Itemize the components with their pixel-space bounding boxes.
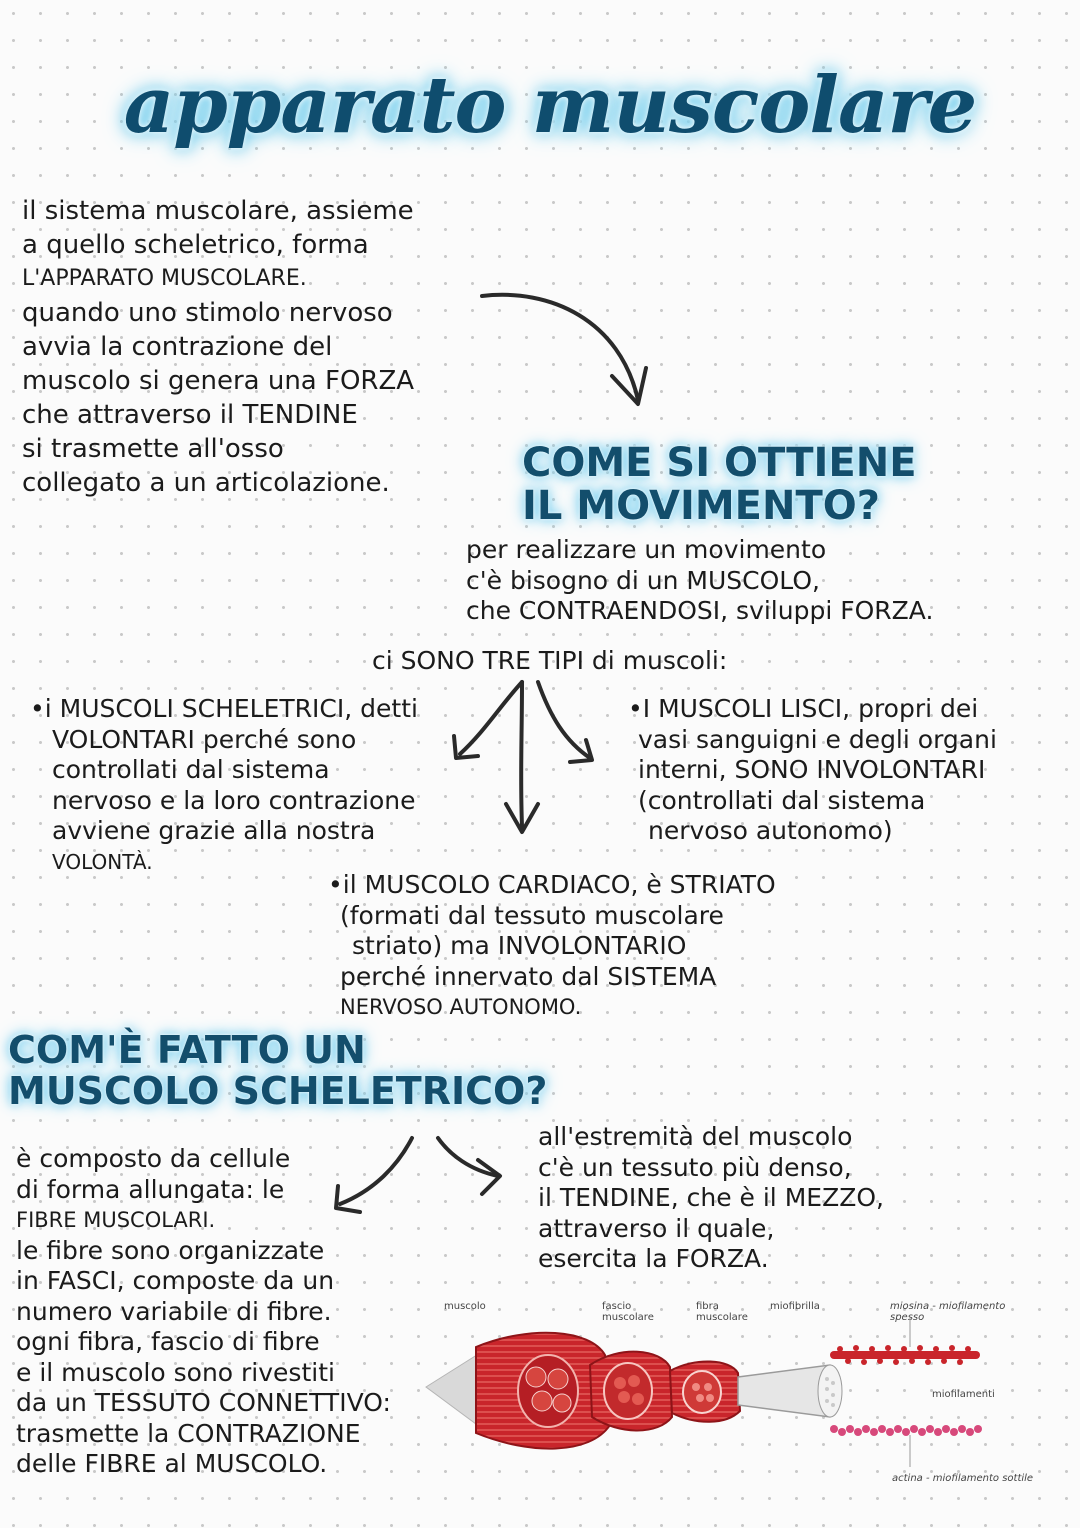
types-intro: ci SONO TRE TIPI di muscoli: xyxy=(372,646,728,675)
heading-line: MUSCOLO SCHELETRICO? xyxy=(8,1069,548,1114)
text-line: •il MUSCOLO CARDIACO, è STRIATO xyxy=(328,870,776,899)
label-miofilamenti: miofilamenti xyxy=(932,1389,995,1400)
text-line: quando uno stimolo nervoso xyxy=(22,298,393,328)
text-line: avvia la contrazione del xyxy=(22,332,333,362)
text-line: di forma allungata: le xyxy=(16,1174,285,1204)
structure-heading xyxy=(8,1030,547,1112)
myosin-filament xyxy=(830,1345,980,1365)
text-line: che attraverso il TENDINE xyxy=(22,400,358,430)
text-line: L'APPARATO MUSCOLARE. xyxy=(22,266,307,291)
structure-right-text xyxy=(538,1122,884,1275)
text-line: avviene grazie alla nostra xyxy=(52,816,376,845)
text-line: VOLONTARI perché sono xyxy=(52,724,357,754)
page-title: apparato muscolare xyxy=(123,60,977,151)
label-actina: actina - miofilamento sottile xyxy=(892,1473,1034,1484)
text-line: •I MUSCOLI LISCI, propri dei xyxy=(628,694,979,723)
text-line: che CONTRAENDOSI, sviluppi FORZA. xyxy=(466,596,934,625)
text-line: attraverso il quale, xyxy=(538,1213,775,1243)
text-line: a quello scheletrico, forma xyxy=(22,230,369,260)
intro-paragraph xyxy=(22,194,414,500)
text-line: interni, SONO INVOLONTARI xyxy=(638,755,986,784)
text-line: (formati dal tessuto muscolare xyxy=(340,900,724,930)
heading-line: COME SI OTTIENE xyxy=(522,440,917,486)
branch-arrows-icon xyxy=(440,676,610,846)
heading-line: IL MOVIMENTO? xyxy=(522,483,880,530)
cardiac-muscle-text xyxy=(328,870,776,1023)
text-line: numero variabile di fibre. xyxy=(16,1296,332,1326)
text-line: collegato a un articolazione. xyxy=(22,468,390,498)
text-line: NERVOSO AUTONOMO. xyxy=(340,995,582,1019)
text-line: in FASCI, composte da un xyxy=(16,1266,335,1295)
movement-heading xyxy=(522,442,917,528)
label-miosina: miosina - miofilamento spesso xyxy=(890,1301,1006,1323)
text-line: (controllati dal sistema xyxy=(638,785,926,815)
muscle-diagram-icon xyxy=(420,1295,1040,1495)
text-line: da un TESSUTO CONNETTIVO: xyxy=(16,1388,391,1417)
text-line: è composto da cellule xyxy=(16,1144,291,1173)
label-line: fibra xyxy=(696,1301,719,1312)
skeletal-muscles-text xyxy=(30,694,418,877)
text-line: delle FIBRE al MUSCOLO. xyxy=(16,1449,328,1478)
label-muscolo: muscolo xyxy=(444,1301,486,1312)
label-line: muscolare xyxy=(696,1312,748,1323)
text-line: muscolo si genera una FORZA xyxy=(22,366,415,396)
text-line: nervoso autonomo) xyxy=(648,816,893,845)
text-line: il TENDINE, che è il MEZZO, xyxy=(538,1183,884,1212)
text-line: •i MUSCOLI SCHELETRICI, detti xyxy=(30,694,418,723)
label-line: fascio xyxy=(602,1301,632,1312)
text-line: c'è un tessuto più denso, xyxy=(538,1152,852,1182)
text-line: vasi sanguigni e degli organi xyxy=(638,724,997,754)
text-line: ogni fibra, fascio di fibre xyxy=(16,1327,320,1356)
structure-left-text xyxy=(16,1144,391,1480)
text-line: il sistema muscolare, assieme xyxy=(22,196,414,226)
text-line: striato) ma INVOLONTARIO xyxy=(352,931,687,960)
text-line: trasmette la CONTRAZIONE xyxy=(16,1418,361,1448)
label-miofibrilla: miofibrilla xyxy=(770,1301,820,1312)
text-line: FIBRE MUSCOLARI. xyxy=(16,1208,216,1232)
text-line: si trasmette all'osso xyxy=(22,434,284,464)
text-line: per realizzare un movimento xyxy=(466,535,827,564)
text-line: esercita la FORZA. xyxy=(538,1244,769,1273)
label-line: muscolare xyxy=(602,1312,654,1323)
movement-paragraph xyxy=(466,535,933,627)
actin-filament xyxy=(830,1425,982,1436)
text-line: perché innervato dal SISTEMA xyxy=(340,961,717,991)
text-line: VOLONTÀ. xyxy=(52,849,153,874)
text-line: le fibre sono organizzate xyxy=(16,1235,325,1265)
text-line: c'è bisogno di un MUSCOLO, xyxy=(466,565,820,595)
text-line: e il muscolo sono rivestiti xyxy=(16,1357,335,1387)
text-line: nervoso e la loro contrazione xyxy=(52,785,416,815)
heading-line: COM'È FATTO UN xyxy=(8,1028,366,1072)
text-line: all'estremità del muscolo xyxy=(538,1122,853,1151)
muscle-anatomy-figure xyxy=(420,1295,1040,1495)
text-line: controllati dal sistema xyxy=(52,755,330,784)
curved-arrow-icon xyxy=(470,280,670,430)
smooth-muscles-text xyxy=(628,694,997,847)
